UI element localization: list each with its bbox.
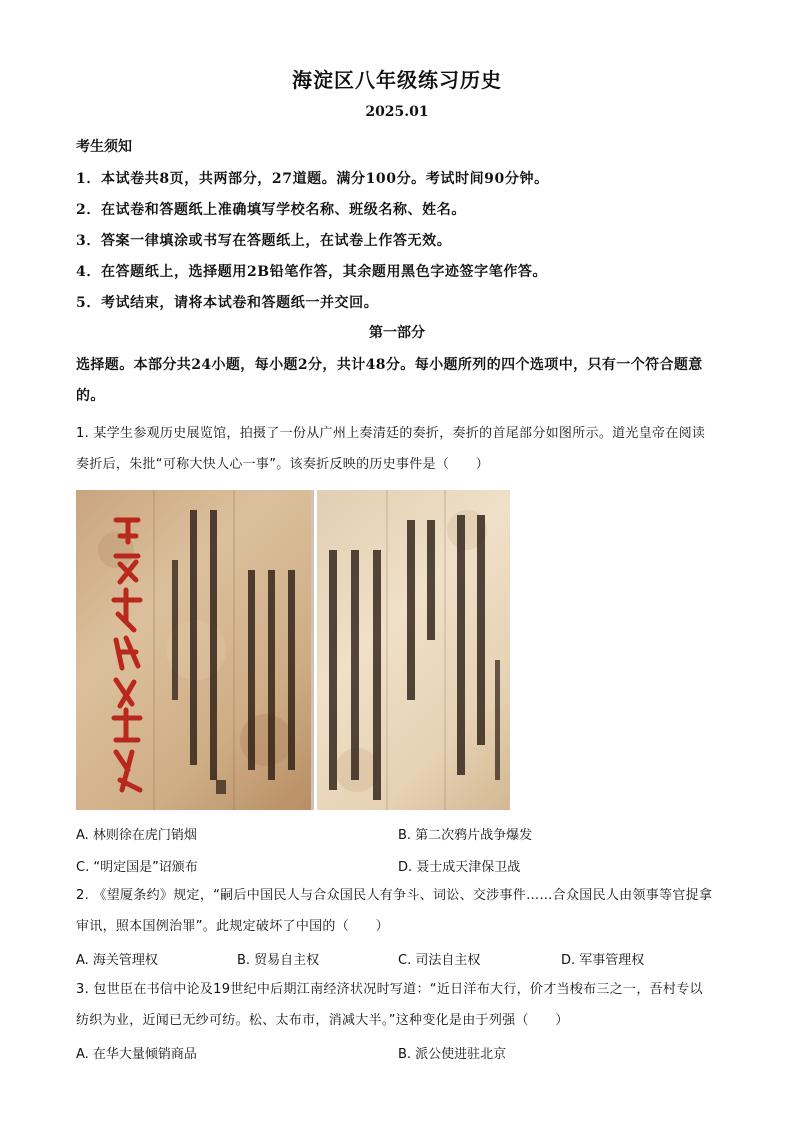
- photo-divider: [311, 490, 314, 810]
- notice-item: 5．考试结束，请将本试卷和答题纸一并交回。: [76, 295, 379, 311]
- memorial-last-page-photo: [317, 490, 510, 810]
- q1-option-a[interactable]: A. 林则徐在虎门销烟: [76, 828, 197, 843]
- q3-option-a[interactable]: A. 在华大量倾销商品: [76, 1047, 197, 1062]
- notice-item: 2．在试卷和答题纸上准确填写学校名称、班级名称、姓名。: [76, 202, 466, 218]
- question-2-stem: 2. 《望厦条约》规定，“嗣后中国民人与合众国民人有争斗、词讼、交涉事件……合众国民人由领事等官捉拿审讯，照本国例治罪”。此规定破坏了中国的（ ）: [76, 888, 713, 934]
- notice-item: 1．本试卷共8页，共两部分，27道题。满分100分。考试时间90分钟。: [76, 171, 549, 187]
- notice-item: 4．在答题纸上，选择题用2B铅笔作答，其余题用黑色字迹签字笔作答。: [76, 264, 548, 280]
- q3-option-b[interactable]: B. 派公使进驻北京: [398, 1047, 507, 1062]
- q1-option-b[interactable]: B. 第二次鸦片战争爆发: [398, 828, 533, 843]
- q2-option-d[interactable]: D. 军事管理权: [561, 953, 645, 968]
- memorial-first-page-photo: [76, 490, 311, 810]
- q1-option-d[interactable]: D. 聂士成天津保卫战: [398, 860, 521, 875]
- memorial-figure: [76, 490, 510, 810]
- notice-item: 3．答案一律填涂或书写在答题纸上，在试卷上作答无效。: [76, 233, 452, 249]
- section-instructions: 选择题。本部分共24小题，每小题2分，共计48分。每小题所列的四个选项中，只有一个符合题意的。: [76, 357, 703, 404]
- q2-option-a[interactable]: A. 海关管理权: [76, 953, 158, 968]
- q1-option-c[interactable]: C. “明定国是”诏颁布: [76, 860, 198, 875]
- q2-option-c[interactable]: C. 司法自主权: [398, 953, 481, 968]
- exam-date: 2025.01: [365, 104, 429, 120]
- q2-option-b[interactable]: B. 贸易自主权: [237, 953, 320, 968]
- page-title: 海淀区八年级练习历史: [292, 68, 502, 92]
- question-3-stem: 3. 包世臣在书信中论及19世纪中后期江南经济状况时写道：“近日洋布大行，价才当梭布三之一，吾村专以纺织为业，近闻已无纱可纺。松、太布市，消减大半。”这种变化是由于列强（ ）: [76, 982, 703, 1028]
- question-1-stem: 1. 某学生参观历史展览馆，拍摄了一份从广州上奏清廷的奏折，奏折的首尾部分如图所示。道光皇帝在阅读奏折后，朱批“可称大快人心一事”。该奏折反映的历史事件是（ ）: [76, 426, 706, 472]
- part-heading: 第一部分: [369, 325, 425, 341]
- notice-heading: 考生须知: [76, 139, 132, 155]
